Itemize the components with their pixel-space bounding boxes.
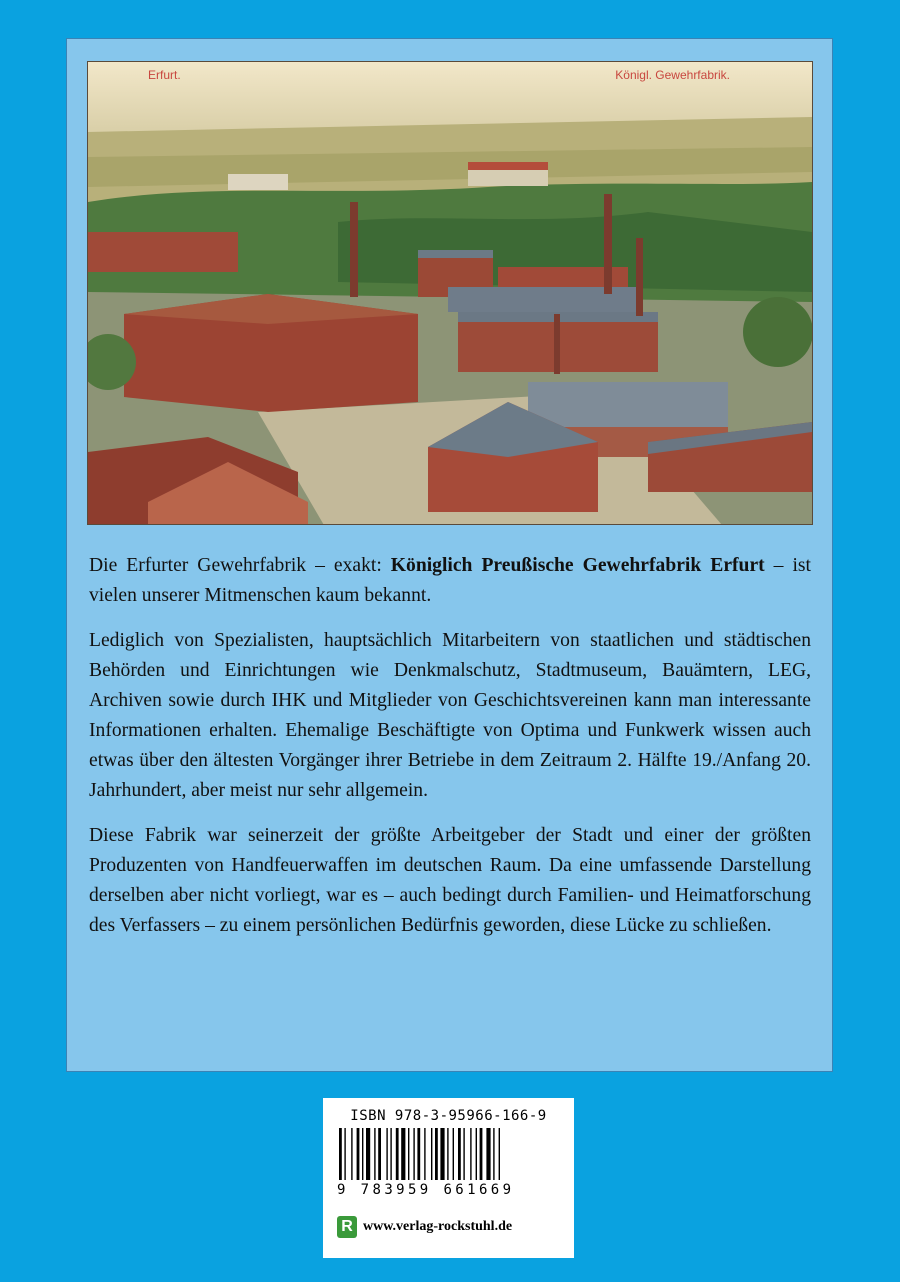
- barcode-bar: [458, 1128, 461, 1180]
- barcode-bar: [366, 1128, 370, 1180]
- barcode-bar: [378, 1128, 381, 1180]
- barcode-bar: [480, 1128, 483, 1180]
- bold-factory-name: Königlich Preußische Gewehrfabrik Erfurt: [390, 555, 765, 576]
- barcode-bar: [390, 1128, 391, 1180]
- barcode-bar: [447, 1128, 448, 1180]
- barcode-bar: [413, 1128, 414, 1180]
- barcode-bar: [476, 1128, 477, 1180]
- barcode-bar: [351, 1128, 352, 1180]
- barcode-bar: [440, 1128, 444, 1180]
- postcard-caption-left: Erfurt.: [148, 68, 181, 82]
- paragraph-1: Die Erfurter Gewehrfabrik – exakt: Königlich Preußische Gewehrfabrik Erfurt – ist vielen unserer Mitmenschen kaum bekannt.: [89, 555, 811, 606]
- barcode-bar: [374, 1128, 375, 1180]
- barcode-digits: 9 783959 661669: [337, 1182, 515, 1198]
- barcode-bar: [408, 1128, 409, 1180]
- postcard-caption-right: Königl. Gewehrfabrik.: [615, 68, 730, 82]
- barcode-bar: [362, 1128, 363, 1180]
- historic-factory-postcard: [87, 61, 813, 525]
- barcode-bar: [470, 1128, 471, 1180]
- barcode-bar: [499, 1128, 500, 1180]
- blurb-text: [89, 551, 811, 956]
- website-url: www.verlag-rockstuhl.de: [363, 1219, 513, 1234]
- barcode-bar: [417, 1128, 420, 1180]
- paragraph-3: Diese Fabrik war seinerzeit der größte Arbeitgeber der Stadt und einer der größten Produzenten von Handfeuerwaffen im deutschen Raum. Da eine umfassende Darstellung derselben aber nicht vorliegt, war es – auch bedingt durch Familien- und Heimatforschung des Verfassers – zu einem persönlichen Bedürfnis geworden, diese Lücke zu schließen.: [89, 825, 811, 936]
- rockstuhl-logo-icon: R: [337, 1216, 357, 1238]
- barcode-bar: [424, 1128, 425, 1180]
- barcode-bar: [486, 1128, 490, 1180]
- barcode-bar: [344, 1128, 345, 1180]
- isbn-number: ISBN 978-3-95966-166-9: [350, 1108, 547, 1124]
- barcode-bar: [339, 1128, 342, 1180]
- back-cover-panel: [66, 38, 833, 1072]
- barcode-bar: [493, 1128, 494, 1180]
- publisher-website: [337, 1216, 512, 1238]
- barcode-bar: [357, 1128, 360, 1180]
- paragraph-2: Lediglich von Spezialisten, hauptsächlich Mitarbeitern von staatlichen und städtischen Behörden und Einrichtungen wie Denkmalschutz, Stadtmuseum, Bauämtern, LEG, Archiven sowie durch IHK und Mitglieder von Geschichtsvereinen kann man interessante Informationen erhalten. Ehemalige Beschäftigte von Optima und Funkwerk wissen auch etwas über den ältesten Vorgänger ihrer Betriebe in dem Zeitraum 2. Hälfte 19./Anfang 20. Jahrhundert, aber meist nur sehr allgemein.: [89, 630, 811, 801]
- barcode-bar: [435, 1128, 438, 1180]
- barcode-bar: [453, 1128, 454, 1180]
- barcode-bar: [431, 1128, 432, 1180]
- isbn-barcode-box: [323, 1098, 574, 1258]
- barcode-bar: [401, 1128, 405, 1180]
- barcode-bar: [396, 1128, 399, 1180]
- barcode-bars: [337, 1128, 561, 1184]
- barcode-bar: [463, 1128, 464, 1180]
- barcode-bar: [386, 1128, 387, 1180]
